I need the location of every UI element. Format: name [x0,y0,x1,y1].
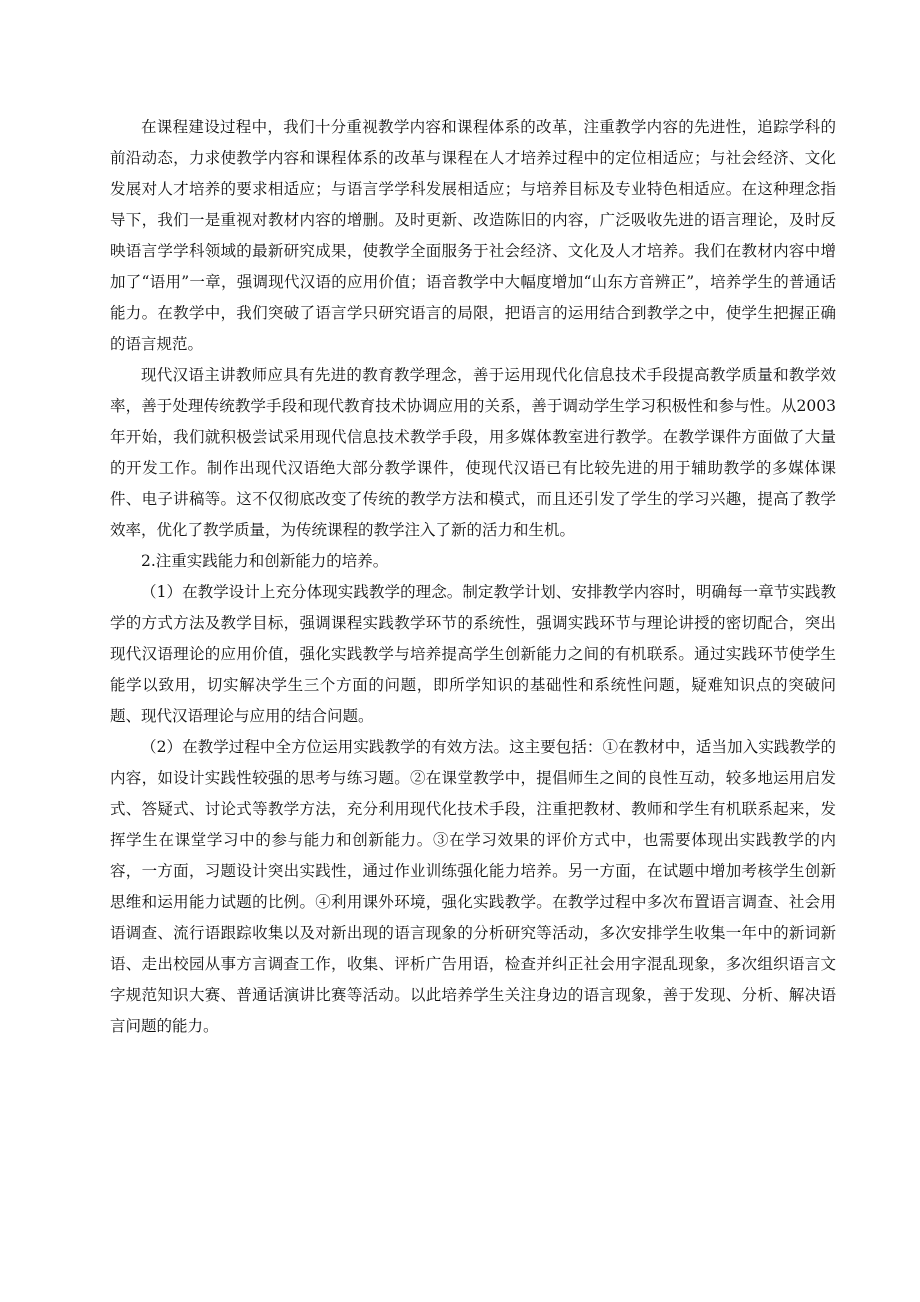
paragraph-curriculum-reform: 在课程建设过程中，我们十分重视教学内容和课程体系的改革，注重教学内容的先进性，追踪学科的前沿动态，力求使教学内容和课程体系的改革与课程在人才培养过程中的定位相适应；与社会经济、文化发展对人才培养的要求相适应；与语言学学科发展相适应；与培养目标及专业特色相适应。在这种理念指导下，我们一是重视对教材内容的增删。及时更新、改造陈旧的内容，广泛吸收先进的语言理论，及时反映语言学学科领域的最新研究成果，使教学全面服务于社会经济、文化及人才培养。我们在教材内容中增加了“语用”一章，强调现代汉语的应用价值；语音教学中大幅度增加“山东方音辨正”，培养学生的普通话能力。在教学中，我们突破了语言学只研究语言的局限，把语言的运用结合到教学之中，使学生把握正确的语言规范。 [110,118,836,353]
section-heading-practice: 2.注重实践能力和创新能力的培养。 [141,552,389,570]
document-body [110,112,836,1042]
paragraph-teaching-methods: 现代汉语主讲教师应具有先进的教育教学理念，善于运用现代化信息技术手段提高教学质量和教学效率，善于处理传统教学手段和现代教育技术协调应用的关系，善于调动学生学习积极性和参与性。从2003年开始，我们就积极尝试采用现代信息技术教学手段，用多媒体教室进行教学。在教学课件方面做了大量的开发工作。制作出现代汉语绝大部分教学课件，使现代汉语已有比较先进的用于辅助教学的多媒体课件、电子讲稿等。这不仅彻底改变了传统的教学方法和模式，而且还引发了学生的学习兴趣，提高了教学效率，优化了教学质量，为传统课程的教学注入了新的活力和生机。 [110,366,836,539]
paragraph-practice-methods: （2）在教学过程中全方位运用实践教学的有效方法。这主要包括：①在教材中，适当加入实践教学的内容，如设计实践性较强的思考与练习题。②在课堂教学中，提倡师生之间的良性互动，较多地运用启发式、答疑式、讨论式等教学方法，充分利用现代化技术手段，注重把教材、教师和学生有机联系起来，发挥学生在课堂学习中的参与能力和创新能力。③在学习效果的评价方式中，也需要体现出实践教学的内容，一方面，习题设计突出实践性，通过作业训练强化能力培养。另一方面，在试题中增加考核学生创新思维和运用能力试题的比例。④利用课外环境，强化实践教学。在教学过程中多次布置语言调查、社会用语调查、流行语跟踪收集以及对新出现的语言现象的分析研究等活动，多次安排学生收集一年中的新词新语、走出校园从事方言调查工作，收集、评析广告用语，检查并纠正社会用字混乱现象，多次组织语言文字规范知识大赛、普通话演讲比赛等活动。以此培养学生关注身边的语言现象，善于发现、分析、解决语言问题的能力。 [110,738,836,1035]
paragraph-practice-design: （1）在教学设计上充分体现实践教学的理念。制定教学计划、安排教学内容时，明确每一章节实践教学的方式方法及教学目标，强调课程实践教学环节的系统性，强调实践环节与理论讲授的密切配合，突出现代汉语理论的应用价值，强化实践教学与培养提高学生创新能力之间的有机联系。通过实践环节使学生能学以致用，切实解决学生三个方面的问题，即所学知识的基础性和系统性问题，疑难知识点的突破问题、现代汉语理论与应用的结合问题。 [110,583,836,725]
